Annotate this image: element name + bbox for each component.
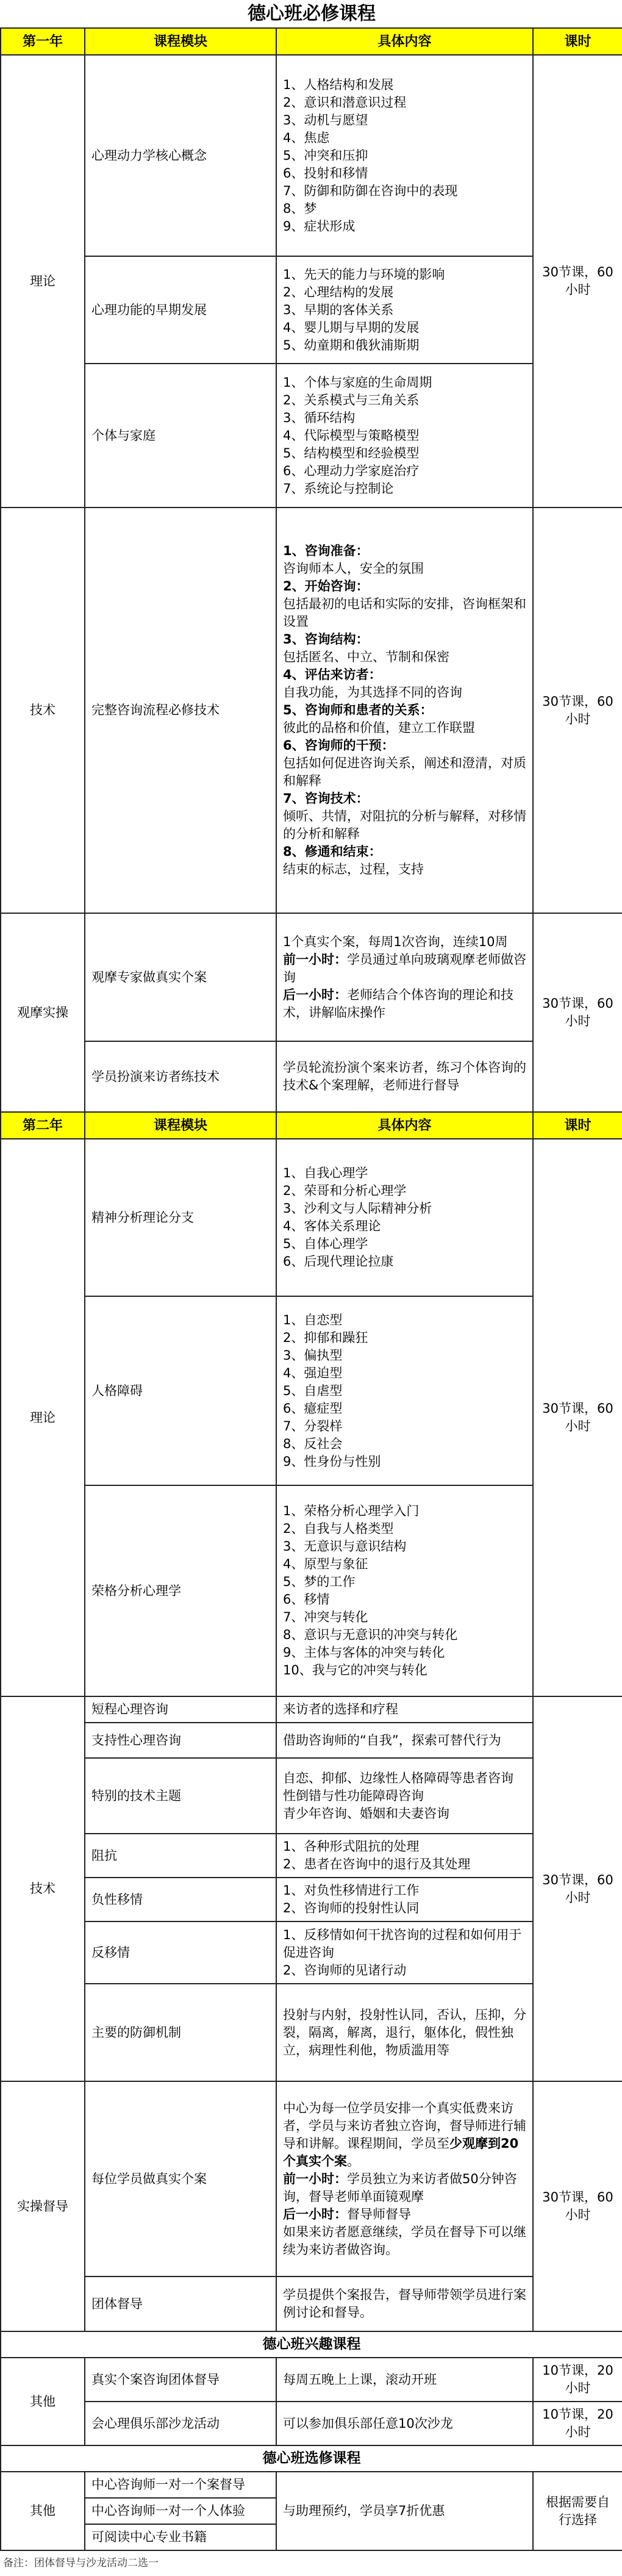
list-item: 性倒错与性功能障碍咨询 xyxy=(283,1788,424,1803)
supervision-intro: 中心为每一位学员安排一个真实低费来访者，学员与来访者独立咨询，督导师进行辅导和讲解。课程期间，学员至少观摩到20个真实个案。 xyxy=(283,2100,526,2169)
table-row xyxy=(1,1878,622,1921)
table-row xyxy=(1,364,622,508)
module-name: 个体与家庭 xyxy=(85,364,276,508)
module-name: 负性移情 xyxy=(85,1878,276,1921)
list-item: 4、婴儿期与早期的发展 xyxy=(283,320,420,335)
step-text: 包括如何促进咨询关系，阐述和澄清，对质和解释 xyxy=(283,756,526,788)
list-item: 9、症状形成 xyxy=(283,218,356,234)
module-name: 短程心理咨询 xyxy=(85,1696,276,1723)
supervision-part2: 后一小时：督导师督导 xyxy=(283,2206,411,2222)
interest-category: 其他 xyxy=(1,2358,85,2445)
list-item: 10、我与它的冲突与转化 xyxy=(283,1663,427,1677)
table-row xyxy=(1,2081,622,2276)
list-item: 1、自我心理学 xyxy=(283,1166,368,1180)
year1-header-content: 具体内容 xyxy=(276,28,533,55)
list-item: 6、投射和移情 xyxy=(283,165,368,181)
list-item: 5、冲突和压抑 xyxy=(283,148,368,163)
table-row xyxy=(1,1723,622,1758)
list-item: 6、癔症型 xyxy=(283,1401,343,1416)
module-content xyxy=(276,1485,533,1696)
table-row xyxy=(1,2276,622,2331)
module-content xyxy=(276,1296,533,1485)
list-item: 3、循环结构 xyxy=(283,410,356,425)
table-row xyxy=(1,1921,622,1984)
elective-section-title: 德心班选修课程 xyxy=(1,2445,622,2472)
module-name: 中心咨询师一对一个人体验 xyxy=(85,2498,276,2524)
year2-header-hours: 课时 xyxy=(533,1112,622,1139)
list-item: 青少年咨询、婚姻和夫妻咨询 xyxy=(283,1806,449,1821)
list-item: 3、偏执型 xyxy=(283,1347,343,1363)
step-text: 包括最初的电话和实际的安排，咨询框架和设置 xyxy=(283,597,526,629)
module-name: 学员扮演来访者练技术 xyxy=(85,1041,276,1112)
list-item: 4、客体关系理论 xyxy=(283,1219,381,1233)
list-item: 6、心理动力学家庭治疗 xyxy=(283,463,420,478)
interest-section-title: 德心班兴趣课程 xyxy=(1,2331,622,2358)
elective-content: 与助理预约，学员享7折优惠 xyxy=(276,2472,533,2550)
table-row xyxy=(1,256,622,364)
year1-header-year: 第一年 xyxy=(1,28,85,55)
list-item: 2、咨询师的投射性认同 xyxy=(283,1901,420,1915)
module-name: 阻抗 xyxy=(85,1834,276,1878)
year1-observe-category: 观摩实操 xyxy=(1,913,85,1112)
year2-technique-category: 技术 xyxy=(1,1696,85,2081)
module-name: 团体督导 xyxy=(85,2276,276,2331)
list-item: 3、早期的客体关系 xyxy=(283,302,394,317)
list-item: 5、幼童期和俄狄浦斯期 xyxy=(283,337,420,353)
list-item: 4、焦虑 xyxy=(283,130,330,145)
module-name: 支持性心理咨询 xyxy=(85,1723,276,1758)
list-item: 1、个体与家庭的生命周期 xyxy=(283,375,432,390)
module-content: 来访者的选择和疗程 xyxy=(276,1696,533,1723)
step-heading: 1、咨询准备： xyxy=(283,544,369,558)
list-item: 9、主体与客体的冲突与转化 xyxy=(283,1645,445,1660)
list-item: 7、系统论与控制论 xyxy=(283,481,394,496)
year1-technique-category: 技术 xyxy=(1,508,85,913)
list-item: 自恋、抑郁、边缘性人格障碍等患者咨询 xyxy=(283,1770,513,1785)
list-item: 3、动机与愿望 xyxy=(283,112,368,127)
table-row xyxy=(1,55,622,256)
interest-hours: 10节课，20小时 xyxy=(533,2402,622,2445)
list-item: 5、自体心理学 xyxy=(283,1236,368,1251)
module-name: 心理功能的早期发展 xyxy=(85,256,276,364)
step-heading: 3、咨询结构： xyxy=(283,632,369,647)
observe-part2: 后一小时：老师结合个体咨询的理论和技术，讲解临床操作 xyxy=(283,987,513,1020)
list-item: 4、强迫型 xyxy=(283,1365,343,1380)
module-content xyxy=(276,256,533,364)
list-item: 1、反移情如何干扰咨询的过程和如何用于促进咨询 xyxy=(283,1927,522,1960)
table-row xyxy=(1,2402,622,2445)
module-content xyxy=(276,1758,533,1834)
module-name: 心理动力学核心概念 xyxy=(85,55,276,256)
page-title: 德心班必修课程 xyxy=(1,0,622,28)
list-item: 1、各种形式阻抗的处理 xyxy=(283,1839,420,1854)
list-item: 3、沙利文与人际精神分析 xyxy=(283,1201,432,1216)
step-text: 倾听、共情，对阻抗的分析与解释，对移情的分析和解释 xyxy=(283,809,526,841)
list-item: 2、抑郁和躁狂 xyxy=(283,1330,368,1345)
module-name: 荣格分析心理学 xyxy=(85,1485,276,1696)
year2-header-row xyxy=(1,1112,622,1139)
module-content xyxy=(276,55,533,256)
interest-hours: 10节课，20小时 xyxy=(533,2358,622,2402)
module-content: 每周五晚上上课，滚动开班 xyxy=(276,2358,533,2402)
list-item: 8、反社会 xyxy=(283,1436,343,1451)
step-heading: 7、咨询技术： xyxy=(283,791,369,806)
step-text: 自我功能，为其选择不同的咨询 xyxy=(283,685,462,700)
module-name: 中心咨询师一对一个案督导 xyxy=(85,2472,276,2498)
list-item: 2、自我与人格类型 xyxy=(283,1521,394,1536)
list-item: 1、荣格分析心理学入门 xyxy=(283,1504,420,1518)
step-text: 包括匿名、中立、节制和保密 xyxy=(283,650,449,664)
module-content xyxy=(276,508,533,913)
list-item: 5、结构模型和经验模型 xyxy=(283,445,420,461)
year2-supervision-hours: 30节课，60小时 xyxy=(533,2081,622,2331)
step-text: 彼此的品格和价值，建立工作联盟 xyxy=(283,720,475,735)
module-name: 每位学员做真实个案 xyxy=(85,2081,276,2276)
year1-theory-category: 理论 xyxy=(1,55,85,508)
step-heading: 8、修通和结束： xyxy=(283,844,382,859)
module-content xyxy=(276,1139,533,1296)
module-name: 特别的技术主题 xyxy=(85,1758,276,1834)
list-item: 1、自恋型 xyxy=(283,1312,343,1327)
list-item: 1、先天的能力与环境的影响 xyxy=(283,267,445,282)
table-row xyxy=(1,2472,622,2498)
module-content xyxy=(276,1834,533,1878)
list-item: 5、梦的工作 xyxy=(283,1574,356,1589)
list-item: 6、移情 xyxy=(283,1592,330,1607)
list-item: 4、原型与象征 xyxy=(283,1557,368,1571)
list-item: 2、关系模式与三角关系 xyxy=(283,392,420,407)
module-content xyxy=(276,364,533,508)
table-row xyxy=(1,1041,622,1112)
list-item: 5、自虐型 xyxy=(283,1383,343,1398)
year2-header-module: 课程模块 xyxy=(85,1112,276,1139)
year2-supervision-category: 实操督导 xyxy=(1,2081,85,2331)
step-heading: 6、咨询师的干预： xyxy=(283,738,395,753)
list-item: 6、后现代理论拉康 xyxy=(283,1254,394,1269)
year1-observe-hours: 30节课，60小时 xyxy=(533,913,622,1112)
step-heading: 5、咨询师和患者的关系： xyxy=(283,703,433,717)
year1-technique-hours: 30节课，60小时 xyxy=(533,508,622,913)
year1-theory-hours: 30节课，60小时 xyxy=(533,55,622,508)
table-row xyxy=(1,1296,622,1485)
step-heading: 2、开始咨询： xyxy=(283,579,369,594)
table-row xyxy=(1,1984,622,2081)
table-row xyxy=(1,913,622,1041)
module-content xyxy=(276,1921,533,1984)
module-name: 反移情 xyxy=(85,1921,276,1984)
list-item: 2、荣哥和分析心理学 xyxy=(283,1183,407,1198)
list-item: 7、冲突与转化 xyxy=(283,1610,368,1624)
module-name: 主要的防御机制 xyxy=(85,1984,276,2081)
module-content: 投射与内射，投射性认同，否认，压抑，分裂，隔离，解离，退行，躯体化，假性独立，病理性利他，物质滥用等 xyxy=(276,1984,533,2081)
year1-header-module: 课程模块 xyxy=(85,28,276,55)
table-row xyxy=(1,2358,622,2402)
table-row xyxy=(1,508,622,913)
footnote: 备注：团体督导与沙龙活动二选一 xyxy=(3,2557,159,2569)
list-item: 2、患者在咨询中的退行及其处理 xyxy=(283,1857,471,1871)
elective-hours: 根据需要自行选择 xyxy=(533,2472,622,2550)
list-item: 3、无意识与意识结构 xyxy=(283,1539,407,1554)
list-item: 2、心理结构的发展 xyxy=(283,284,394,300)
module-name: 真实个案咨询团体督导 xyxy=(85,2358,276,2402)
year1-header-row xyxy=(1,28,622,55)
year2-header-content: 具体内容 xyxy=(276,1112,533,1139)
elective-category: 其他 xyxy=(1,2472,85,2550)
module-content: 学员轮流扮演个案来访者，练习个体咨询的技术&个案理解，老师进行督导 xyxy=(276,1041,533,1112)
module-content xyxy=(276,2081,533,2276)
module-name: 人格障碍 xyxy=(85,1296,276,1485)
year2-technique-hours: 30节课，60小时 xyxy=(533,1696,622,2081)
module-name: 观摩专家做真实个案 xyxy=(85,913,276,1041)
list-item: 2、咨询师的见诸行动 xyxy=(283,1962,407,1978)
module-content xyxy=(276,913,533,1041)
module-content: 学员提供个案报告，督导师带领学员进行案例讨论和督导。 xyxy=(276,2276,533,2331)
table-row xyxy=(1,1485,622,1696)
year2-theory-hours: 30节课，60小时 xyxy=(533,1139,622,1696)
module-name: 精神分析理论分支 xyxy=(85,1139,276,1296)
list-item: 7、分裂样 xyxy=(283,1418,343,1433)
step-heading: 4、评估来访者： xyxy=(283,667,382,682)
module-content: 可以参加俱乐部任意10次沙龙 xyxy=(276,2402,533,2445)
year1-header-hours: 课时 xyxy=(533,28,622,55)
list-item: 1、对负性移情进行工作 xyxy=(283,1883,420,1898)
year2-theory-category: 理论 xyxy=(1,1139,85,1696)
step-text: 咨询师本人，安全的氛围 xyxy=(283,561,424,576)
list-item: 8、意识与无意识的冲突与转化 xyxy=(283,1627,458,1642)
supervision-part1: 前一小时：学员独立为来访者做50分钟咨询，督导老师单面镜观摩 xyxy=(283,2171,517,2204)
module-name: 会心理俱乐部沙龙活动 xyxy=(85,2402,276,2445)
module-content: 借助咨询师的“自我”，探索可替代行为 xyxy=(276,1723,533,1758)
list-item: 2、意识和潜意识过程 xyxy=(283,95,407,110)
table-row xyxy=(1,1758,622,1834)
list-item: 1、人格结构和发展 xyxy=(283,77,394,92)
module-name: 完整咨询流程必修技术 xyxy=(85,508,276,913)
table-row xyxy=(1,1139,622,1296)
list-item: 7、防御和防御在咨询中的表现 xyxy=(283,183,458,198)
table-row xyxy=(1,1696,622,1723)
list-item: 4、代际模型与策略模型 xyxy=(283,428,420,443)
observe-intro: 1个真实个案，每周1次咨询，连续10周 xyxy=(283,934,508,949)
supervision-continue: 如果来访者愿意继续，学员在督导下可以继续为来访者做咨询。 xyxy=(283,2224,526,2257)
list-item: 8、梦 xyxy=(283,201,317,216)
list-item: 9、性身份与性别 xyxy=(283,1454,381,1469)
module-name: 可阅读中心专业书籍 xyxy=(85,2524,276,2550)
module-content xyxy=(276,1878,533,1921)
observe-part1: 前一小时：学员通过单向玻璃观摩老师做咨询 xyxy=(283,952,526,985)
year2-header-year: 第二年 xyxy=(1,1112,85,1139)
step-text: 结束的标志，过程，支持 xyxy=(283,862,424,877)
table-row xyxy=(1,1834,622,1878)
